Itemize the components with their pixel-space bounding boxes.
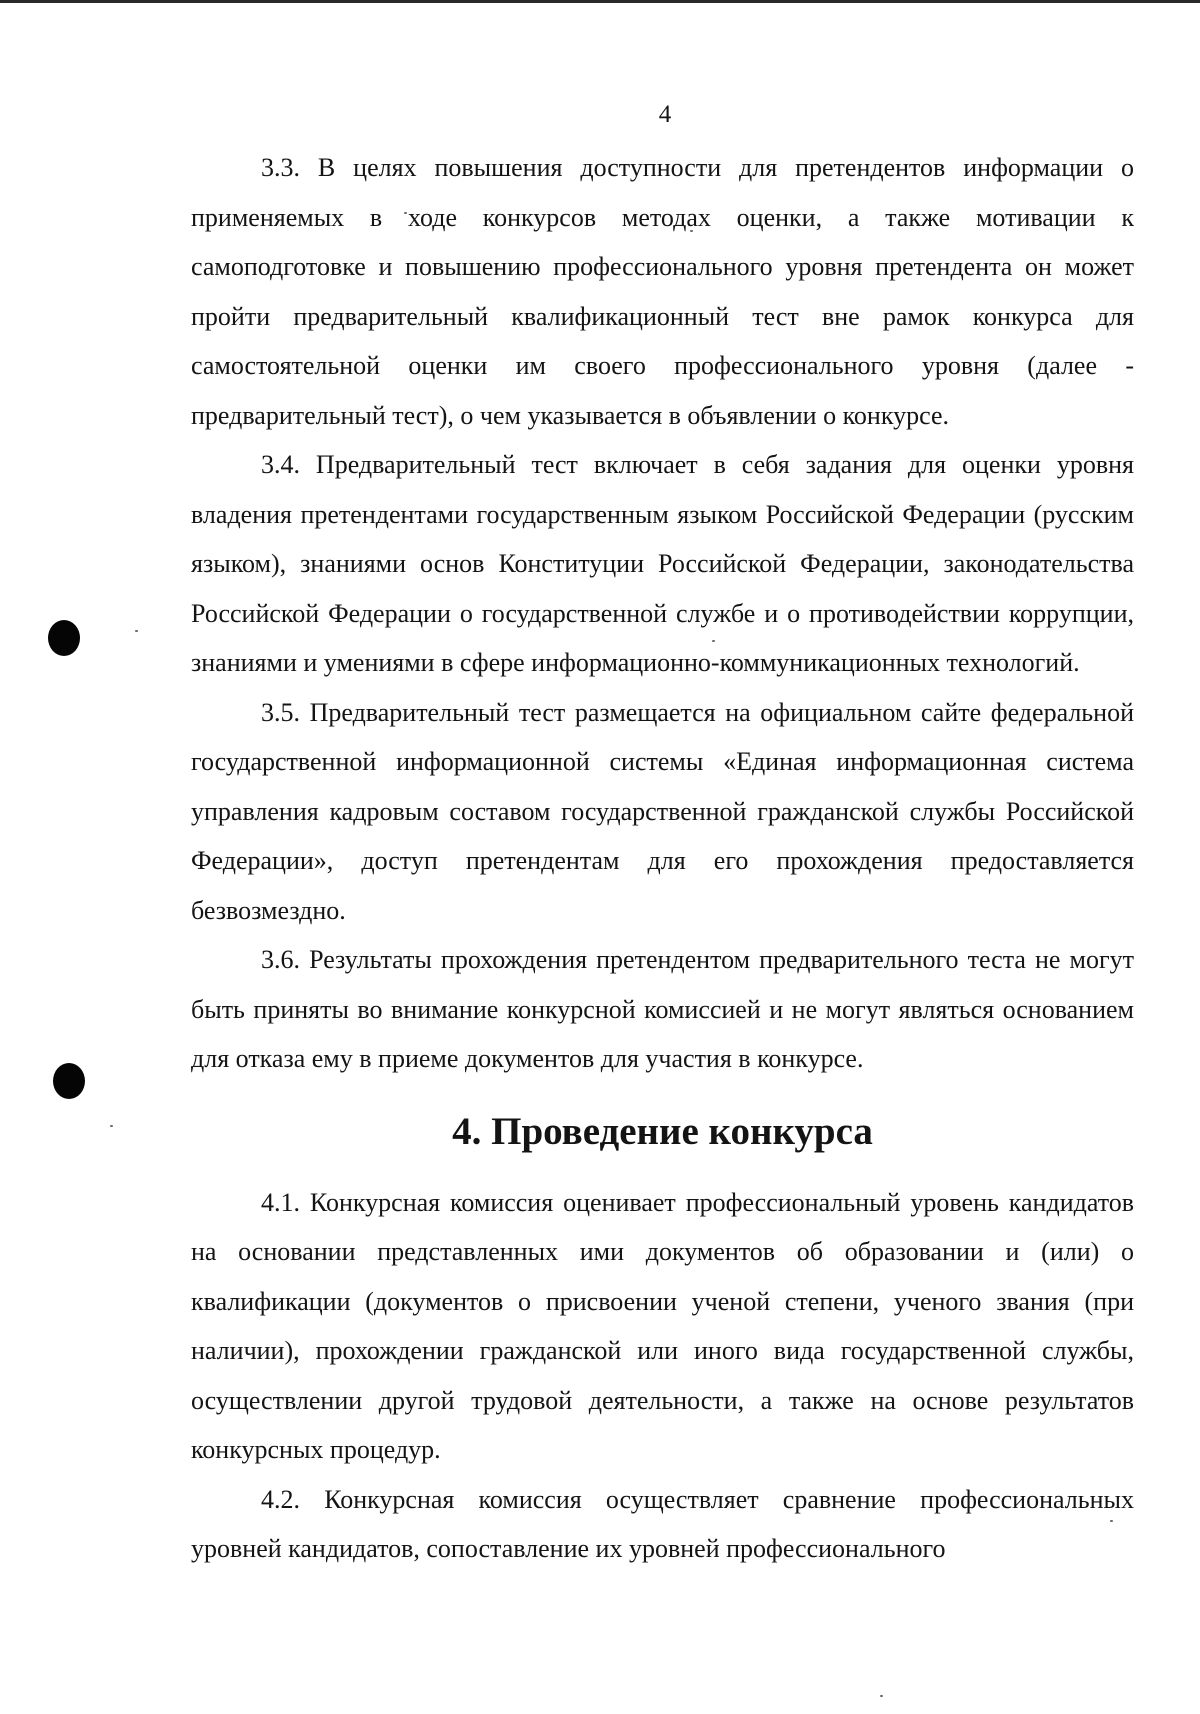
punch-hole-mark (48, 620, 80, 656)
paragraph-4-1: 4.1. Конкурсная комиссия оценивает профессиональный уровень кандидатов на основании представленных ими документов об образовании и (или) о квалификации (документов о присвоении ученой степени, ученого звания (при наличии), прохождении гражданской или иного вида государственной службы, осуществлении другой трудовой деятельности, а также на основе результатов конкурсных процедур. (191, 1187, 1134, 1464)
paragraph-4-2: 4.2. Конкурсная комиссия осуществляет сравнение профессиональных уровней кандидатов, сопоставление их уровней профессионального (191, 1484, 1134, 1563)
page-number: 4 (658, 101, 672, 128)
scan-speck (110, 1125, 113, 1127)
scan-speck (880, 1695, 883, 1697)
paragraph-3-4: 3.4. Предварительный тест включает в себя задания для оценки уровня владения претендентами государственным языком Российской Федерации (русским языком), знаниями основ Конституции Российской Федерации, законодательства Российской Федерации о государственной службе и о противодействии коррупции, знаниями и умениями в сфере информационно-коммуникационных технологий. (191, 450, 1134, 677)
scan-speck (135, 630, 138, 632)
paragraph-3-6: 3.6. Результаты прохождения претендентом предварительного теста не могут быть приняты во внимание конкурсной комиссией и не могут являться основанием для отказа ему в приеме документов для участия в конкурсе. (191, 945, 1134, 1073)
punch-hole-mark (53, 1063, 85, 1099)
scan-edge-line (0, 0, 1200, 3)
document-body (191, 143, 1134, 1574)
paragraph-3-3: 3.3. В целях повышения доступности для претендентов информации о применяемых в ходе конкурсов методах оценки, а также мотивации к самоподготовке и повышению профессионального уровня претендента он может пройти предварительный квалификационный тест вне рамок конкурса для самостоятельной оценки им своего профессионального уровня (далее - предварительный тест), о чем указывается в объявлении о конкурсе. (191, 153, 1134, 430)
paragraph-3-5: 3.5. Предварительный тест размещается на официальном сайте федеральной государственной информационной системы «Единая информационная система управления кадровым составом государственной гражданской службы Российской Федерации», доступ претендентам для его прохождения предоставляется безвозмездно. (191, 697, 1134, 925)
section-heading: 4. Проведение конкурса (452, 1109, 873, 1153)
